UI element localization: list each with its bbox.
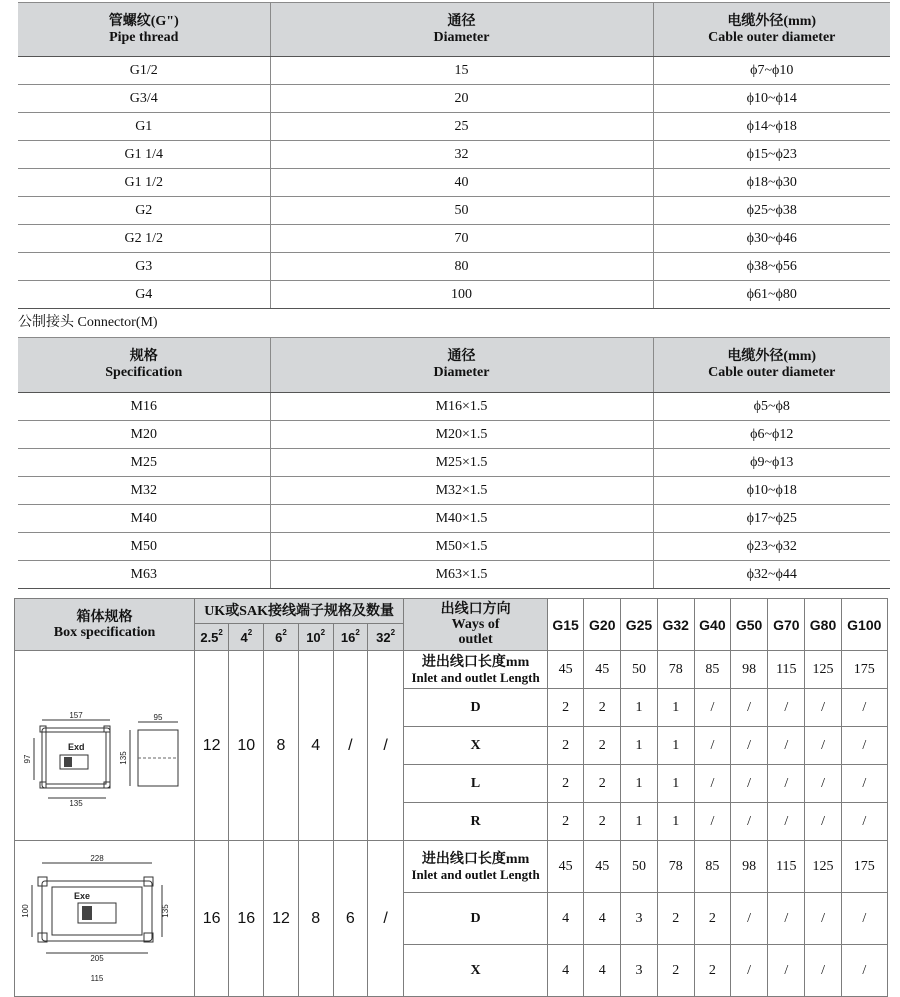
- way-value: 1: [657, 765, 694, 803]
- table-cell: 100: [270, 281, 653, 309]
- way-label: D: [404, 893, 548, 945]
- way-value: 4: [547, 945, 583, 997]
- table-cell: M40×1.5: [270, 505, 653, 533]
- length-value: 125: [805, 841, 841, 893]
- way-value: /: [841, 945, 887, 997]
- svg-text:205: 205: [89, 954, 104, 963]
- way-value: /: [731, 727, 768, 765]
- table-header-row: [18, 338, 890, 393]
- header-diameter: 通径 Diameter: [270, 3, 653, 57]
- way-value: /: [805, 893, 841, 945]
- table-cell: 40: [270, 169, 653, 197]
- way-value: /: [768, 945, 805, 997]
- svg-text:95: 95: [153, 713, 162, 722]
- way-value: /: [841, 689, 887, 727]
- box-exe-drawing: [18, 841, 192, 991]
- way-value: /: [805, 727, 841, 765]
- way-value: /: [731, 765, 768, 803]
- table-row: [18, 477, 890, 505]
- terminal-count: 16: [229, 841, 264, 997]
- table-cell: M50×1.5: [270, 533, 653, 561]
- table-cell: G1: [18, 113, 270, 141]
- table-cell: 80: [270, 253, 653, 281]
- svg-text:97: 97: [22, 754, 32, 764]
- header-g-size: G20: [584, 599, 621, 651]
- svg-text:Exd: Exd: [67, 742, 85, 752]
- way-label: R: [404, 803, 548, 841]
- table-cell: ϕ18~ϕ30: [653, 169, 890, 197]
- way-value: 1: [621, 727, 657, 765]
- table-cell: ϕ23~ϕ32: [653, 533, 890, 561]
- table-cell: G3: [18, 253, 270, 281]
- table-cell: 32: [270, 141, 653, 169]
- way-value: /: [841, 765, 887, 803]
- table-cell: M20: [18, 421, 270, 449]
- table-cell: G1 1/4: [18, 141, 270, 169]
- terminal-count: 8: [264, 651, 298, 841]
- box-spec-table: [14, 598, 888, 997]
- way-value: 1: [657, 689, 694, 727]
- table-row: [18, 169, 890, 197]
- box-drawing-cell: [15, 841, 195, 997]
- terminal-count: /: [333, 651, 367, 841]
- way-value: 4: [584, 945, 621, 997]
- length-value: 85: [694, 651, 730, 689]
- way-value: /: [805, 765, 841, 803]
- table-row: [18, 57, 890, 85]
- way-value: /: [841, 893, 887, 945]
- table-cell: ϕ14~ϕ18: [653, 113, 890, 141]
- table-row: [18, 449, 890, 477]
- header-g-size: G50: [731, 599, 768, 651]
- table-cell: ϕ38~ϕ56: [653, 253, 890, 281]
- way-value: /: [768, 689, 805, 727]
- header-box-spec: 箱体规格 Box specification: [15, 599, 195, 651]
- table-cell: ϕ6~ϕ12: [653, 421, 890, 449]
- way-value: 1: [621, 803, 657, 841]
- way-value: 2: [584, 689, 621, 727]
- way-value: /: [694, 803, 730, 841]
- way-value: 3: [621, 945, 657, 997]
- table-cell: M32: [18, 477, 270, 505]
- box-drawing-cell: [15, 651, 195, 841]
- table-cell: 15: [270, 57, 653, 85]
- way-value: 2: [694, 893, 730, 945]
- table-row: [18, 85, 890, 113]
- way-value: 1: [621, 765, 657, 803]
- table-cell: M32×1.5: [270, 477, 653, 505]
- table-row: [15, 841, 888, 893]
- table-cell: M50: [18, 533, 270, 561]
- way-value: 2: [584, 727, 621, 765]
- table-cell: ϕ10~ϕ14: [653, 85, 890, 113]
- svg-text:157: 157: [68, 711, 83, 720]
- way-label: X: [404, 945, 548, 997]
- table-cell: ϕ9~ϕ13: [653, 449, 890, 477]
- length-value: 45: [547, 841, 583, 893]
- length-value: 115: [768, 841, 805, 893]
- way-label: D: [404, 689, 548, 727]
- header-pipe-thread: 管螺纹(G") Pipe thread: [18, 3, 270, 57]
- way-value: 2: [547, 727, 583, 765]
- header-g-size: G70: [768, 599, 805, 651]
- terminal-count: 12: [195, 651, 229, 841]
- way-value: /: [768, 893, 805, 945]
- table-cell: ϕ17~ϕ25: [653, 505, 890, 533]
- table-cell: ϕ25~ϕ38: [653, 197, 890, 225]
- length-value: 115: [768, 651, 805, 689]
- table-row: [18, 141, 890, 169]
- terminal-size: $2.5^2$: [195, 624, 229, 651]
- table-cell: G4: [18, 281, 270, 309]
- length-value: 175: [841, 651, 887, 689]
- header-g-size: G15: [547, 599, 583, 651]
- length-value: 50: [621, 841, 657, 893]
- length-value: 98: [731, 651, 768, 689]
- terminal-count: 4: [298, 651, 333, 841]
- way-label: L: [404, 765, 548, 803]
- terminal-count: 6: [333, 841, 367, 997]
- pipe-thread-table: [18, 2, 890, 309]
- way-value: /: [694, 765, 730, 803]
- way-value: 2: [694, 945, 730, 997]
- table-row: [18, 225, 890, 253]
- length-value: 125: [805, 651, 841, 689]
- table-cell: G2: [18, 197, 270, 225]
- way-value: 2: [547, 765, 583, 803]
- way-value: 2: [657, 893, 694, 945]
- terminal-count: 8: [298, 841, 333, 997]
- table-cell: M25×1.5: [270, 449, 653, 477]
- length-value: 98: [731, 841, 768, 893]
- way-value: 4: [584, 893, 621, 945]
- way-value: /: [731, 945, 768, 997]
- way-value: 1: [621, 689, 657, 727]
- terminal-count: 10: [229, 651, 264, 841]
- way-value: 2: [584, 803, 621, 841]
- table-row: [18, 421, 890, 449]
- way-value: /: [805, 689, 841, 727]
- table-cell: ϕ5~ϕ8: [653, 393, 890, 421]
- header-g-size: G40: [694, 599, 730, 651]
- way-value: /: [841, 803, 887, 841]
- table-row: [15, 651, 888, 689]
- table-cell: M16: [18, 393, 270, 421]
- way-value: 2: [657, 945, 694, 997]
- header-terminal-spec: UK或SAK接线端子规格及数量: [195, 599, 404, 624]
- length-value: 45: [584, 841, 621, 893]
- way-value: /: [694, 689, 730, 727]
- table-cell: 70: [270, 225, 653, 253]
- table-cell: ϕ10~ϕ18: [653, 477, 890, 505]
- table-row: [18, 113, 890, 141]
- table-cell: G1/2: [18, 57, 270, 85]
- terminal-count: 12: [264, 841, 298, 997]
- way-value: /: [768, 803, 805, 841]
- length-value: 78: [657, 651, 694, 689]
- table-cell: G2 1/2: [18, 225, 270, 253]
- table-cell: ϕ30~ϕ46: [653, 225, 890, 253]
- way-value: 3: [621, 893, 657, 945]
- terminal-size: $4^2$: [229, 624, 264, 651]
- table-cell: M40: [18, 505, 270, 533]
- terminal-size: $32^2$: [367, 624, 403, 651]
- table-row: [18, 561, 890, 589]
- svg-text:115: 115: [90, 974, 103, 983]
- table-cell: M63: [18, 561, 270, 589]
- table-cell: M16×1.5: [270, 393, 653, 421]
- way-value: 1: [657, 803, 694, 841]
- table-row: [18, 253, 890, 281]
- table-cell: G3/4: [18, 85, 270, 113]
- way-value: /: [731, 803, 768, 841]
- length-value: 45: [547, 651, 583, 689]
- header-g-size: G25: [621, 599, 657, 651]
- way-value: /: [768, 765, 805, 803]
- table-cell: 25: [270, 113, 653, 141]
- way-value: /: [841, 727, 887, 765]
- length-label: 进出线口长度mm Inlet and outlet Length: [404, 841, 548, 893]
- header-g-size: G80: [805, 599, 841, 651]
- length-value: 85: [694, 841, 730, 893]
- length-label: 进出线口长度mm Inlet and outlet Length: [404, 651, 548, 689]
- way-value: 2: [547, 803, 583, 841]
- terminal-count: /: [367, 651, 403, 841]
- table-cell: G1 1/2: [18, 169, 270, 197]
- table-cell: 50: [270, 197, 653, 225]
- table-cell: M63×1.5: [270, 561, 653, 589]
- length-value: 50: [621, 651, 657, 689]
- length-value: 175: [841, 841, 887, 893]
- way-value: 1: [657, 727, 694, 765]
- svg-text:228: 228: [89, 854, 104, 863]
- table-cell: M25: [18, 449, 270, 477]
- way-label: X: [404, 727, 548, 765]
- svg-text:135: 135: [68, 799, 83, 808]
- table-cell: ϕ15~ϕ23: [653, 141, 890, 169]
- table-cell: ϕ7~ϕ10: [653, 57, 890, 85]
- header-cable-diameter: 电缆外径(mm) Cable outer diameter: [653, 3, 890, 57]
- svg-text:100: 100: [20, 904, 30, 918]
- svg-text:135: 135: [118, 751, 128, 765]
- way-value: 2: [547, 689, 583, 727]
- terminal-count: /: [367, 841, 403, 997]
- way-value: /: [731, 689, 768, 727]
- terminal-count: 16: [195, 841, 229, 997]
- header-g-size: G100: [841, 599, 887, 651]
- header-specification: 规格 Specification: [18, 338, 270, 393]
- terminal-size: $6^2$: [264, 624, 298, 651]
- connector-section-title: 公制接头 Connector(M): [18, 315, 158, 330]
- header-ways-of-outlet: 出线口方向 Ways of outlet: [404, 599, 548, 651]
- header-cable-diameter: 电缆外径(mm) Cable outer diameter: [653, 338, 890, 393]
- length-value: 78: [657, 841, 694, 893]
- way-value: /: [694, 727, 730, 765]
- terminal-size: $16^2$: [333, 624, 367, 651]
- way-value: /: [731, 893, 768, 945]
- way-value: /: [768, 727, 805, 765]
- table-row: [18, 505, 890, 533]
- header-diameter: 通径 Diameter: [270, 338, 653, 393]
- table-row: [18, 393, 890, 421]
- length-value: 45: [584, 651, 621, 689]
- table-cell: ϕ32~ϕ44: [653, 561, 890, 589]
- table-cell: ϕ61~ϕ80: [653, 281, 890, 309]
- way-value: /: [805, 945, 841, 997]
- table-row: [18, 281, 890, 309]
- svg-text:135: 135: [160, 904, 170, 918]
- way-value: /: [805, 803, 841, 841]
- table-cell: 20: [270, 85, 653, 113]
- metric-connector-table: [18, 337, 890, 589]
- table-header-row: [18, 3, 890, 57]
- box-exd-drawing: [18, 668, 192, 818]
- table-cell: M20×1.5: [270, 421, 653, 449]
- table-row: [18, 533, 890, 561]
- header-g-size: G32: [657, 599, 694, 651]
- svg-text:Exe: Exe: [73, 891, 90, 901]
- table-row: [18, 197, 890, 225]
- terminal-size: $10^2$: [298, 624, 333, 651]
- way-value: 2: [584, 765, 621, 803]
- way-value: 4: [547, 893, 583, 945]
